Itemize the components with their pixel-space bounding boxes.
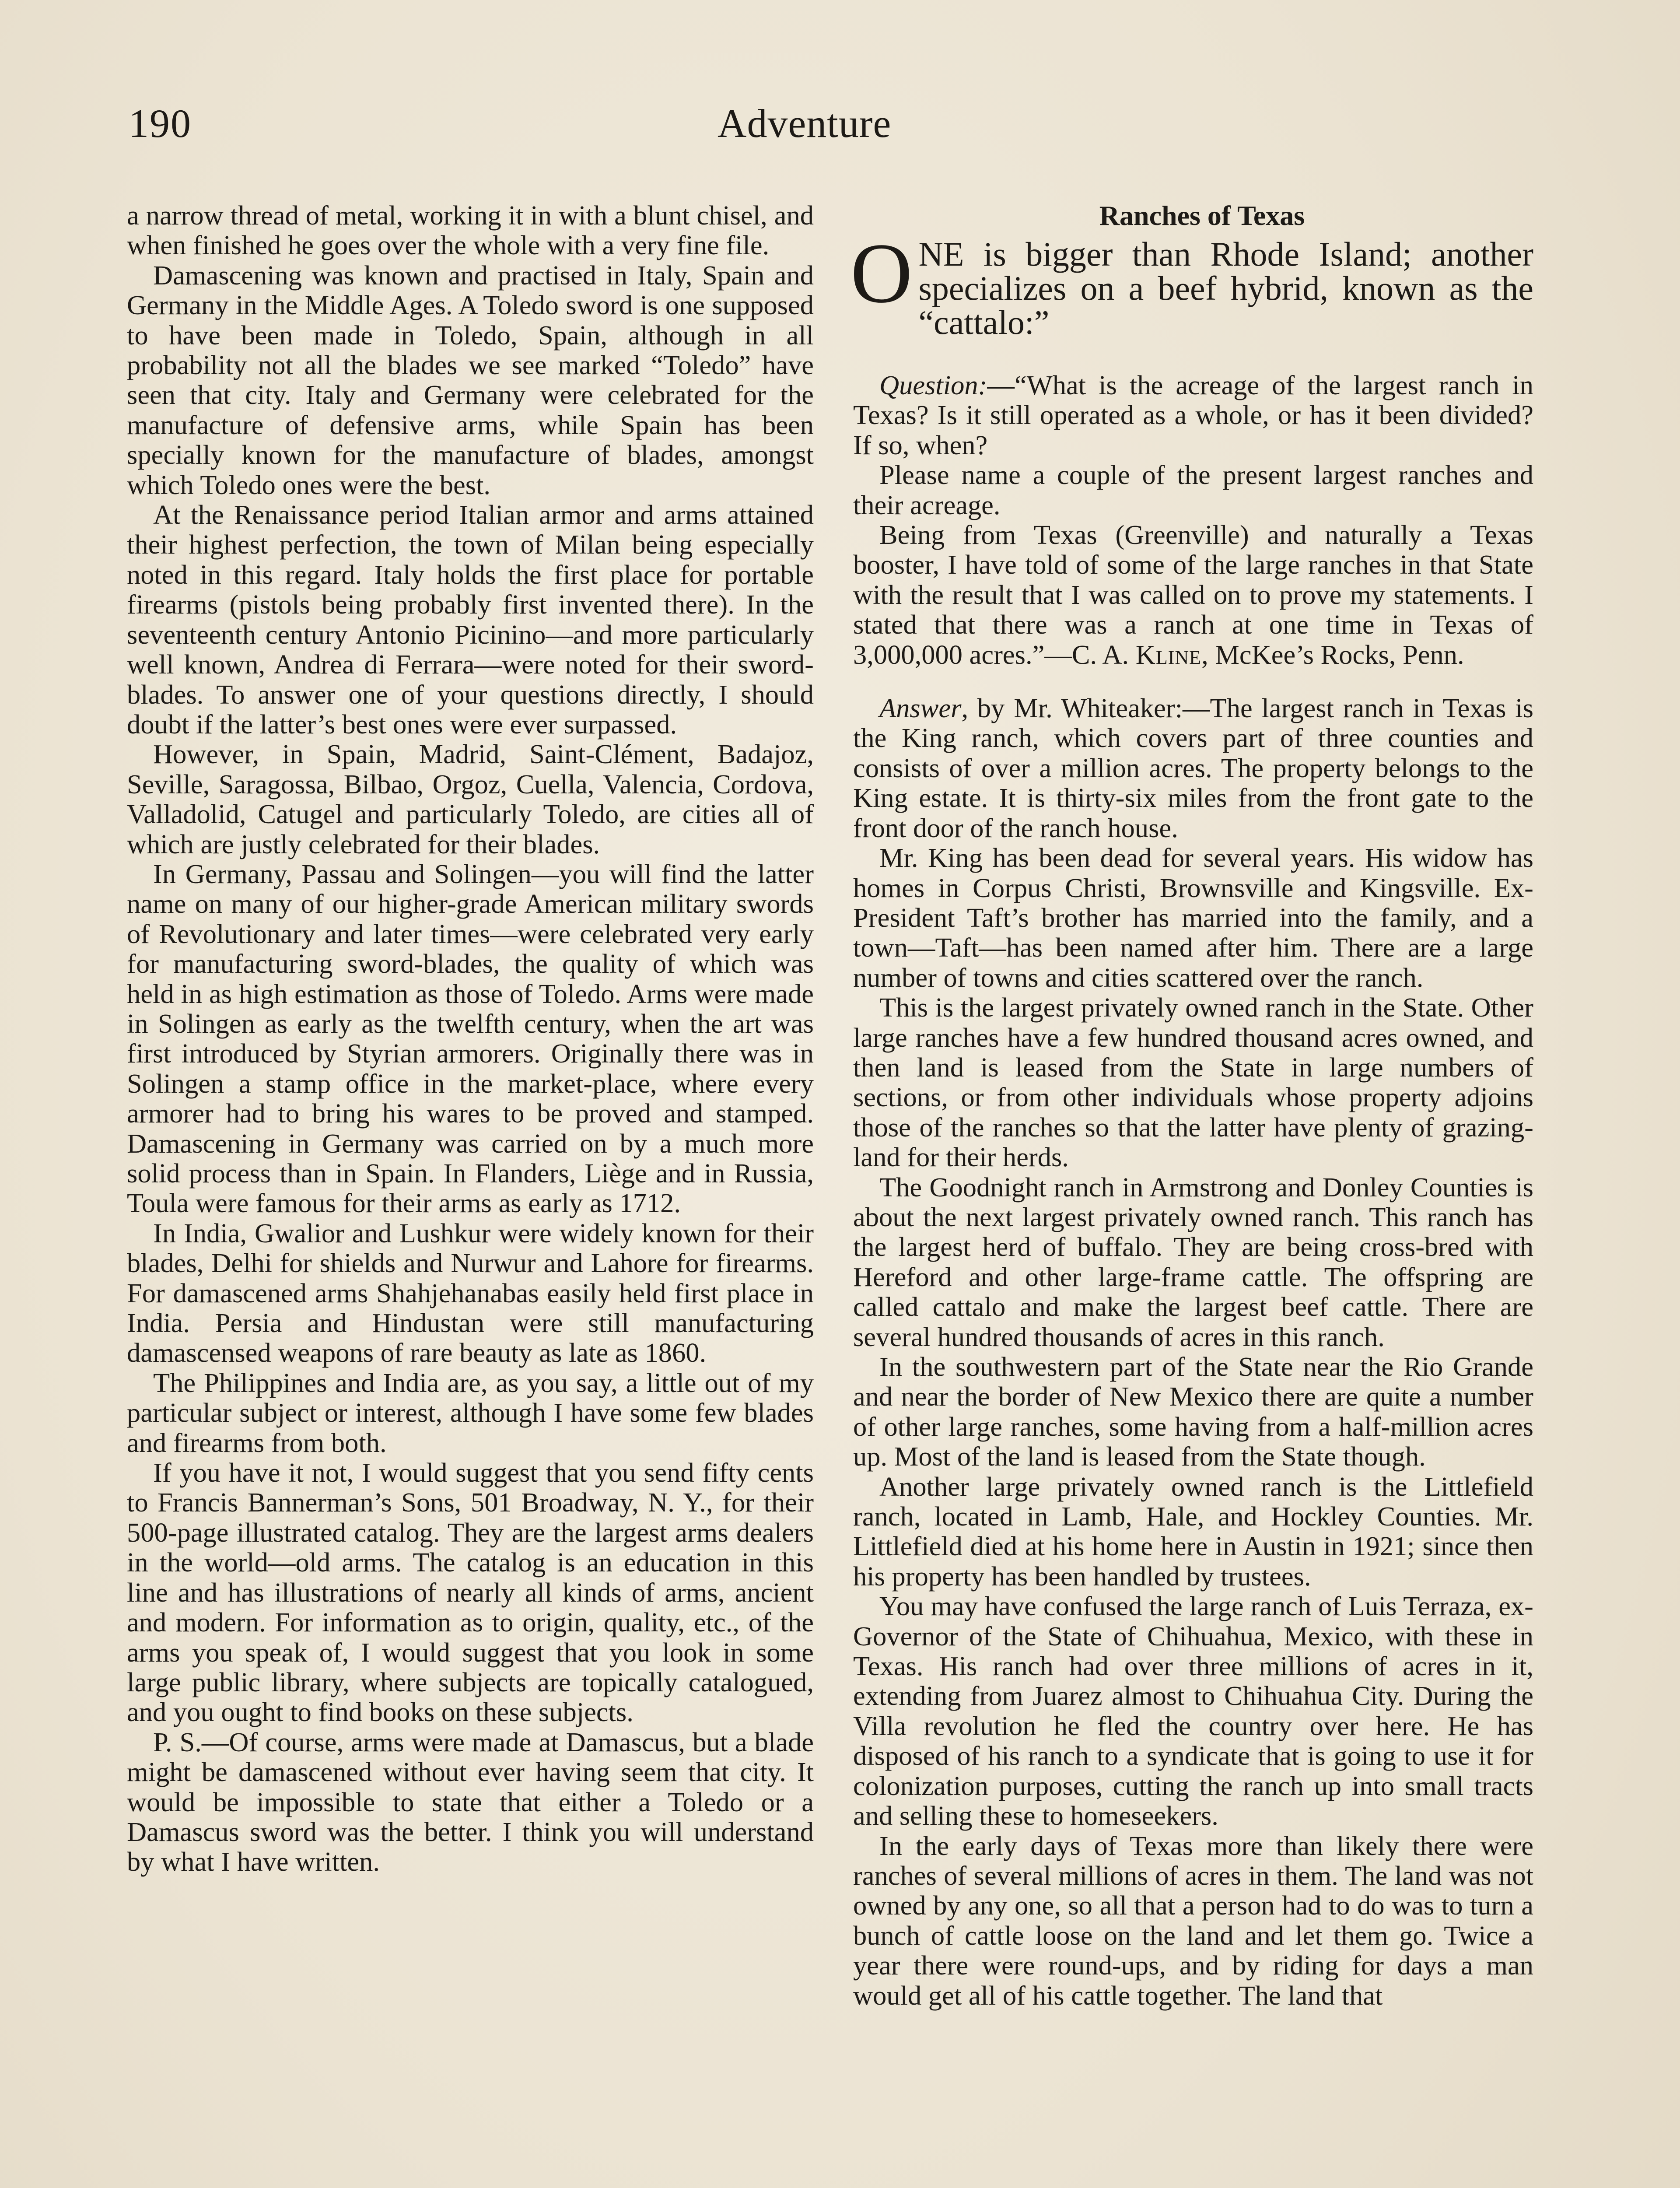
left-paragraph: At the Renaissance period Italian armor and arms attained their highest perfection, the town of Milan being especially noted in this regard. Italy holds the first place for portable firearms (pistols being probably first invented there). In the seventeenth century Antonio Picinino—and more particularly well known, Andrea di Ferrara—were noted for their sword-blades. To answer one of your questions directly, I should doubt if the latter’s best ones were ever surpassed. xyxy=(127,499,814,740)
answer-paragraph: Mr. King has been dead for several years. His widow has homes in Corpus Christi, Brownsville and Kingsville. Ex-President Taft’s brother has married into the family, and a town—Taft—has been named after him. There are a large number of towns and cities scattered over the ranch. xyxy=(853,842,1533,993)
left-column xyxy=(127,200,814,1877)
answer-paragraph: Another large privately owned ranch is the Littlefield ranch, located in Lamb, Hale, and Hockley Counties. Mr. Littlefield died at his home here in Austin in 1921; since then his property has been handled by trustees. xyxy=(853,1471,1533,1592)
answer-paragraph: In the early days of Texas more than likely there were ranches of several millions of acres in them. The land was not owned by any one, so all that a person had to do was to turn a bunch of cattle loose on the land and let them go. Twice a year there were round-ups, and by riding for days a man would get all of his cattle together. The land that xyxy=(853,1830,1533,2011)
answer-paragraph: In the southwestern part of the State near the Rio Grande and near the border of New Mexico there are quite a number of other large ranches, some having from a half-million acres up. Most of the land is leased from the State though. xyxy=(853,1351,1533,1472)
left-paragraph: The Philippines and India are, as you say, a little out of my particular subject or interest, although I have some few blades and firearms from both. xyxy=(127,1367,814,1458)
question-author: Kline xyxy=(1135,639,1202,670)
running-head: Adventure xyxy=(718,101,892,146)
left-paragraph: P. S.—Of course, arms were made at Damascus, but a blade might be damascened without ever having seem that city. It would be impossible to state that either a Toledo or a Damascus sword was the better. I think you will understand by what I have written. xyxy=(127,1726,814,1877)
lede-text: NE is bigger than Rhode Island; another specializes on a beef hybrid, known as the “cattalo:” xyxy=(918,235,1533,341)
left-paragraph: If you have it not, I would suggest that you send fifty cents to Francis Bannerman’s Sons, 501 Broadway, N. Y., for their 500-page illustrated catalog. They are the largest arms dealers in the world—old arms. The catalog is an education in this line and has illustrations of nearly all kinds of arms, ancient and modern. For information as to origin, quality, etc., of the arms you speak of, I would suggest that you look in some large public library, where subjects are topically catalogued, and you ought to find books on these subjects. xyxy=(127,1457,814,1728)
answer-label: Answer xyxy=(879,693,962,724)
answer-text: , by Mr. Whiteaker:—The largest ranch in Texas is the King ranch, which covers part of three counties and consists of over a million acres. The property belongs to the King estate. It is thirty-six miles from the front gate to the front door of the ranch house. xyxy=(853,693,1533,843)
spacer xyxy=(853,670,1533,693)
question-text: —“What is the acreage of the largest ranch in Texas? Is it still operated as a whole, or has it been divided? If so, when? xyxy=(853,370,1533,460)
left-paragraph: In Germany, Passau and Solingen—you will find the latter name on many of our higher-grade American military swords of Revolutionary and later times—were celebrated very early for manufacturing sword-blades, the quality of which was held in as high estimation as those of Toledo. Arms were made in Solingen as early as the twelfth century, when the art was first introduced by Styrian armorers. Originally there was in Solingen a stamp office in the market-place, where every armorer had to bring his wares to be proved and stamped. Damascening in Germany was carried on by a much more solid process than in Spain. In Flanders, Liège and in Russia, Toula were famous for their arms as early as 1712. xyxy=(127,858,814,1219)
question-text: Being from Texas (Greenville) and naturally a Texas booster, I have told of some of the large ranches in that State with the result that I was called on to prove my statements. I stated that there was a ranch at one time in Texas of 3,000,000 acres.”—C. A. xyxy=(853,519,1533,670)
question-author-location: , McKee’s Rocks, Penn. xyxy=(1201,639,1464,670)
page-number: 190 xyxy=(129,101,192,146)
drop-cap: O xyxy=(850,226,913,321)
question-label: Question: xyxy=(879,370,987,400)
question-paragraph xyxy=(853,370,1533,460)
left-paragraph: However, in Spain, Madrid, Saint-Clément, Badajoz, Seville, Saragossa, Bilbao, Orgoz, Cuella, Valencia, Cordova, Valladolid, Catugel and particularly Toledo, are cities all of which are justly celebrated for their blades. xyxy=(127,739,814,859)
left-paragraph: In India, Gwalior and Lushkur were widely known for their blades, Delhi for shields and Nurwur and Lahore for firearms. For damascened arms Shahjehanabas easily held first place in India. Persia and Hindustan were still manufacturing damascensed weapons of rare beauty as late as 1860. xyxy=(127,1217,814,1368)
answer-paragraph: The Goodnight ranch in Armstrong and Donley Counties is about the next largest privately owned ranch. This ranch has the largest herd of buffalo. They are being cross-bred with Hereford and other large-frame cattle. The offspring are called cattalo and make the largest beef cattle. There are several hundred thousands of acres in this ranch. xyxy=(853,1171,1533,1352)
answer-paragraph: You may have confused the large ranch of Luis Terraza, ex-Governor of the State of Chihuahua, Mexico, with these in Texas. His ranch had over three millions of acres in it, extending from Juarez almost to Chihuahua City. During the Villa revolution he fled the country over here. He has disposed of his ranch to a syndicate that is going to use it for colonization purposes, cutting the ranch up into small tracts and selling these to homeseekers. xyxy=(853,1591,1533,1831)
left-paragraph: Damascening was known and practised in Italy, Spain and Germany in the Middle Ages. A Toledo sword is one supposed to have been made in Toledo, Spain, although in all probability not all the blades we see marked “Toledo” have seen that city. Italy and Germany were celebrated for the manufacture of defensive arms, while Spain has been specially known for the manufacture of blades, amongst which Toledo ones were the best. xyxy=(127,259,814,500)
lede xyxy=(850,226,1533,341)
left-paragraph: a narrow thread of metal, working it in with a blunt chisel, and when finished he goes over the whole with a very fine file. xyxy=(127,200,814,261)
section-title: Ranches of Texas xyxy=(1099,200,1305,231)
right-column xyxy=(850,200,1533,2011)
question-paragraph: Please name a couple of the present largest ranches and their acreage. xyxy=(853,459,1533,520)
answer-paragraph: This is the largest privately owned ranch in the State. Other large ranches have a few hundred thousand acres owned, and then land is leased from the State in large numbers of sections, or from other individuals whose property adjoins those of the ranches so that the latter have plenty of grazing-land for their herds. xyxy=(853,992,1533,1173)
question-paragraph xyxy=(853,520,1533,670)
answer-paragraph xyxy=(853,693,1533,843)
